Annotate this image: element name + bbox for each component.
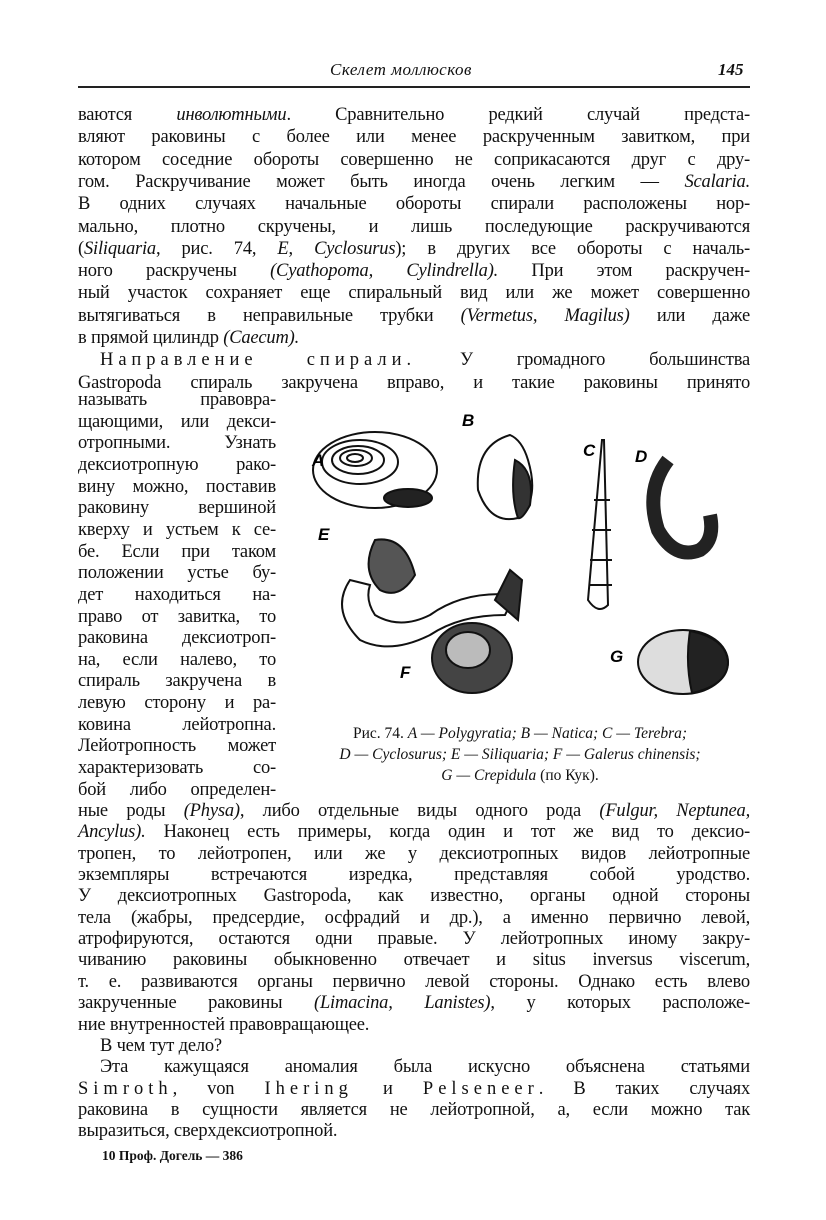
text-run: Наконец есть примеры, когда один и тот же вид то дексио- <box>145 822 750 843</box>
italic-term: Scalaria. <box>684 171 750 192</box>
text-line <box>78 305 750 327</box>
label-e: E <box>318 525 330 544</box>
text-run: вляют раковины с более или менее раскрученным завитком, при <box>78 127 750 148</box>
text-line <box>78 864 750 886</box>
text-run: ные роды <box>78 801 184 821</box>
shell-f-galerus <box>432 623 512 693</box>
text-line <box>78 216 750 238</box>
text-run: , рис. 74, <box>155 238 278 259</box>
text-run: тела (жабры, предсердие, осфрадий и др.), а именно первично левой, <box>78 907 750 928</box>
column-text-line: характеризовать со- <box>78 758 276 779</box>
shell-d-cyclosurus <box>653 460 711 553</box>
italic-term: (Physa) <box>183 801 240 821</box>
text-run: , либо отдельные виды одного рода <box>239 801 600 821</box>
column-text-line: щающими, или декси- <box>78 411 276 432</box>
text-run: Эта кажущаяся аномалия была искусно объяснена статьями <box>100 1057 750 1078</box>
text-run: ); в других все обороты с началь- <box>395 238 750 259</box>
column-text-line: Лейотропность может <box>78 736 276 757</box>
italic-term: E <box>277 238 289 259</box>
text-run: ного раскручены <box>78 261 271 282</box>
text-run: ный участок сохраняет еще спиральный вид или же может совершенно <box>78 283 750 304</box>
caption-run: D — Cyclosurus; E — Siliquaria; F — Galerus chinensis; <box>339 746 701 763</box>
text-line <box>100 1056 750 1078</box>
italic-term: (Caecum). <box>223 328 300 348</box>
column-text-line: дексиотропную рако- <box>78 454 276 475</box>
caption-run: G — Crepidula <box>441 767 537 784</box>
text-line <box>78 1078 750 1100</box>
shell-g-crepidula <box>638 630 728 694</box>
text-run: . В таких случаях <box>538 1078 750 1099</box>
text-line <box>78 171 750 193</box>
spaced-term: Направление спирали. <box>100 350 417 371</box>
text-run: Gastropoda спираль закручена вправо, и такие раковины принято <box>78 372 750 393</box>
running-title: Скелет моллюсков <box>330 60 472 79</box>
column-text-line: бе. Если при таком <box>78 541 276 562</box>
text-line <box>78 992 750 1014</box>
italic-term: (Fulgur, Neptunea, <box>599 801 750 821</box>
column-text-line: отропными. Узнать <box>78 433 276 454</box>
label-b: B <box>462 411 475 430</box>
text-run: котором соседние обороты совершенно не соприкасаются друг с дру- <box>78 149 750 170</box>
column-text-line: дет находиться на- <box>78 584 276 605</box>
text-run: У громадного большинства <box>416 350 751 371</box>
column-text-line: кверху и устьем к се- <box>78 519 276 540</box>
column-text-line: право от завитка, то <box>78 606 276 627</box>
label-a: A <box>312 451 325 470</box>
italic-term: (Cyathopoma, Cylindrella). <box>270 261 499 282</box>
column-text-line: раковина дексиотроп- <box>78 628 276 649</box>
text-run: гом. Раскручивание может быть иногда очень легким — <box>78 171 685 192</box>
text-run: ние внутренностей правовращающее. <box>78 1014 370 1035</box>
text-run: выразиться, сверхдексиотропной. <box>78 1121 338 1142</box>
page-number: 145 <box>718 60 744 79</box>
column-text-line: левую сторону и ра- <box>78 693 276 714</box>
text-run: вытягиваться в неправильные трубки <box>78 305 461 326</box>
text-line <box>78 843 750 865</box>
text-line <box>78 821 750 843</box>
text-line <box>78 327 750 349</box>
italic-term: Siliquaria <box>83 238 156 259</box>
column-text-line: на, если налево, то <box>78 649 276 670</box>
text-run: или даже <box>629 305 750 326</box>
text-run: , у которых расположе- <box>490 993 751 1014</box>
caption-line <box>290 766 750 786</box>
text-line <box>78 971 750 993</box>
text-run: У дексиотропных Gastropoda, как известно, органы одной стороны <box>78 886 750 907</box>
text-run: мально, плотно скручены, и лишь последующие раскручиваются <box>78 216 750 237</box>
text-run: , von <box>172 1078 265 1099</box>
text-line <box>78 885 750 907</box>
text-line <box>78 282 750 304</box>
header-rule <box>78 86 750 88</box>
text-line <box>78 126 750 148</box>
italic-term: (Vermetus, Magilus) <box>460 305 630 326</box>
text-run: В одних случаях начальные обороты спирали расположены нор- <box>78 194 750 215</box>
text-line <box>78 104 750 126</box>
text-line <box>78 193 750 215</box>
text-line <box>100 1035 750 1057</box>
label-c: C <box>583 441 596 460</box>
column-text-line: положении устье бу- <box>78 563 276 584</box>
label-f: F <box>400 663 411 682</box>
spaced-term: Ihering <box>264 1078 353 1099</box>
text-line <box>78 149 750 171</box>
caption-line <box>290 745 750 765</box>
footer-signature: 10 Проф. Догель — 386 <box>102 1148 243 1163</box>
text-run: раковина в сущности является не лейотропной, а, если можно так <box>78 1099 750 1120</box>
text-line <box>78 260 750 282</box>
text-run: , <box>288 238 315 259</box>
spaced-term: Pelseneer <box>422 1078 539 1099</box>
text-run: чиванию раковины обыкновенно отвечает и situs inversus viscerum, <box>78 950 750 971</box>
text-line <box>78 928 750 950</box>
text-run: в прямой цилиндр <box>78 328 224 348</box>
italic-term: (Limacina, Lanistes) <box>313 993 491 1014</box>
label-d: D <box>635 447 648 466</box>
text-line <box>78 949 750 971</box>
column-text-line: раковину вершиной <box>78 498 276 519</box>
italic-term: Ancylus). <box>78 822 146 843</box>
text-line <box>78 1120 750 1142</box>
text-run: и <box>352 1078 423 1099</box>
text-line <box>100 349 750 371</box>
column-text-line: называть правовра- <box>78 390 276 410</box>
text-run: При этом раскручен- <box>498 261 750 282</box>
shell-b-natica <box>478 435 532 519</box>
text-run: В чем тут дело? <box>100 1035 222 1056</box>
column-text-line: вину можно, поставив <box>78 476 276 497</box>
column-text-line: спираль закручена в <box>78 671 276 692</box>
text-run: экземпляры встречаются изредка, представляя собой уродство. <box>78 865 750 886</box>
text-line <box>78 1014 750 1036</box>
text-run: т. е. развиваются органы первично левой стороны. Однако есть влево <box>78 971 750 992</box>
column-text-line: бой либо определен- <box>78 779 276 800</box>
text-run: ( <box>78 238 84 259</box>
caption-run: A — Polygyratia; B — Natica; C — Terebra; <box>407 725 688 742</box>
text-run: . Сравнительно редкий случай предста- <box>286 105 750 125</box>
text-line <box>78 238 750 260</box>
text-run: тропен, то лейотропен, или же у дексиотропных видов лейотропные <box>78 843 750 864</box>
text-run: атрофируются, остаются одни правые. У лейотропных иному закру- <box>78 929 750 950</box>
italic-term: Cyclosurus <box>314 238 396 259</box>
spaced-term: Simroth <box>78 1078 173 1099</box>
label-g: G <box>610 647 624 666</box>
caption-line <box>290 724 750 744</box>
italic-term: инволютными <box>176 105 287 125</box>
text-run: закрученные раковины <box>78 993 314 1014</box>
text-run: ваются <box>78 105 177 125</box>
figure-74 <box>290 400 750 720</box>
shell-c-terebra <box>588 440 612 609</box>
text-line <box>78 800 750 822</box>
caption-run: (по Кук). <box>536 767 599 784</box>
shell-a-polygyratia <box>313 432 437 508</box>
caption-run: Рис. 74. <box>352 725 408 742</box>
text-line <box>78 907 750 929</box>
text-line <box>78 1099 750 1121</box>
column-text-line: ковина лейотропна. <box>78 714 276 735</box>
